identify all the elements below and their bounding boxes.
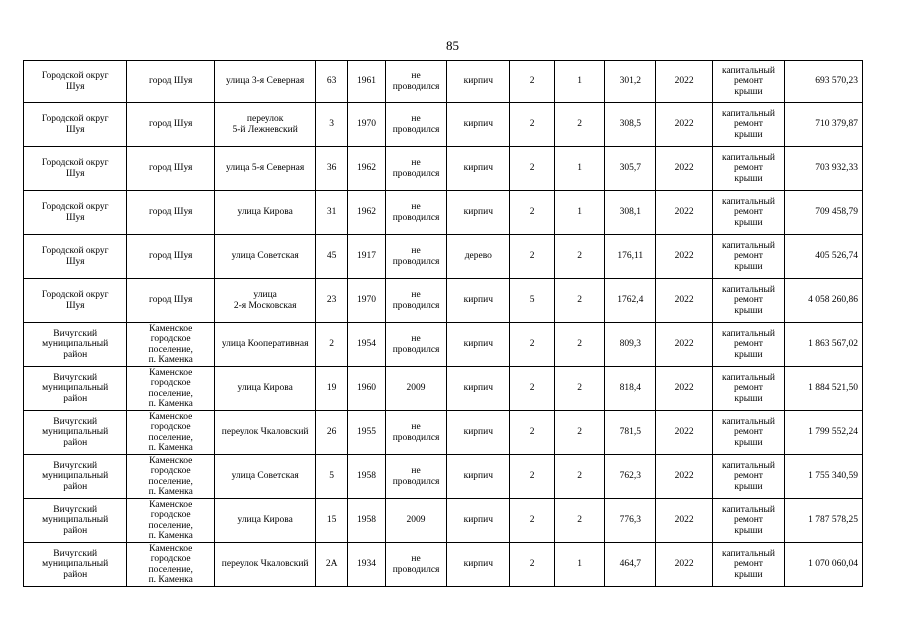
table-row — [24, 235, 863, 279]
last-repair-cell: не проводился — [385, 455, 446, 499]
cost-cell: 710 379,87 — [784, 103, 862, 147]
last-repair-cell: не проводился — [385, 61, 446, 103]
municipality-cell: Вичугский муниципальный район — [24, 455, 127, 499]
settlement-cell: город Шуя — [127, 147, 215, 191]
last-repair-cell: не проводился — [385, 147, 446, 191]
last-repair-cell: не проводился — [385, 103, 446, 147]
planned-year-cell: 2022 — [656, 61, 713, 103]
cost-cell: 709 458,79 — [784, 191, 862, 235]
street-cell: улица Советская — [215, 235, 316, 279]
area-cell: 1762,4 — [605, 279, 656, 323]
wall-material-cell: кирпич — [447, 279, 510, 323]
settlement-cell: Каменское городское поселение, п. Каменка — [127, 543, 215, 587]
floors-cell: 2 — [510, 323, 554, 367]
planned-year-cell: 2022 — [656, 543, 713, 587]
table-row — [24, 279, 863, 323]
last-repair-cell: не проводился — [385, 235, 446, 279]
wall-material-cell: кирпич — [447, 543, 510, 587]
last-repair-cell: не проводился — [385, 191, 446, 235]
house-number-cell: 2А — [316, 543, 348, 587]
floors-cell: 2 — [510, 235, 554, 279]
wall-material-cell: кирпич — [447, 61, 510, 103]
wall-material-cell: дерево — [447, 235, 510, 279]
settlement-cell: город Шуя — [127, 103, 215, 147]
house-number-cell: 5 — [316, 455, 348, 499]
entrances-cell: 2 — [554, 279, 605, 323]
year-built-cell: 1970 — [347, 279, 385, 323]
entrances-cell: 2 — [554, 455, 605, 499]
entrances-cell: 2 — [554, 103, 605, 147]
table-row — [24, 367, 863, 411]
cost-cell: 1 070 060,04 — [784, 543, 862, 587]
settlement-cell: Каменское городское поселение, п. Каменка — [127, 455, 215, 499]
last-repair-cell: не проводился — [385, 279, 446, 323]
area-cell: 305,7 — [605, 147, 656, 191]
last-repair-cell: не проводился — [385, 411, 446, 455]
cost-cell: 703 932,33 — [784, 147, 862, 191]
floors-cell: 2 — [510, 147, 554, 191]
planned-year-cell: 2022 — [656, 455, 713, 499]
table-row — [24, 103, 863, 147]
settlement-cell: Каменское городское поселение, п. Каменка — [127, 499, 215, 543]
settlement-cell: город Шуя — [127, 191, 215, 235]
last-repair-cell: не проводился — [385, 543, 446, 587]
municipality-cell: Городской округ Шуя — [24, 279, 127, 323]
planned-year-cell: 2022 — [656, 323, 713, 367]
settlement-cell: Каменское городское поселение, п. Каменка — [127, 411, 215, 455]
wall-material-cell: кирпич — [447, 191, 510, 235]
cost-cell: 693 570,23 — [784, 61, 862, 103]
entrances-cell: 1 — [554, 543, 605, 587]
floors-cell: 2 — [510, 411, 554, 455]
work-type-cell: капитальный ремонт крыши — [713, 147, 785, 191]
last-repair-cell: 2009 — [385, 499, 446, 543]
area-cell: 781,5 — [605, 411, 656, 455]
planned-year-cell: 2022 — [656, 147, 713, 191]
work-type-cell: капитальный ремонт крыши — [713, 499, 785, 543]
house-number-cell: 3 — [316, 103, 348, 147]
entrances-cell: 2 — [554, 323, 605, 367]
planned-year-cell: 2022 — [656, 235, 713, 279]
work-type-cell: капитальный ремонт крыши — [713, 543, 785, 587]
planned-year-cell: 2022 — [656, 411, 713, 455]
street-cell: улица Кирова — [215, 499, 316, 543]
settlement-cell: город Шуя — [127, 61, 215, 103]
planned-year-cell: 2022 — [656, 499, 713, 543]
area-cell: 464,7 — [605, 543, 656, 587]
house-number-cell: 2 — [316, 323, 348, 367]
cost-cell: 1 799 552,24 — [784, 411, 862, 455]
street-cell: переулок 5-й Лежневский — [215, 103, 316, 147]
work-type-cell: капитальный ремонт крыши — [713, 279, 785, 323]
area-cell: 308,5 — [605, 103, 656, 147]
wall-material-cell: кирпич — [447, 147, 510, 191]
house-number-cell: 31 — [316, 191, 348, 235]
municipality-cell: Городской округ Шуя — [24, 235, 127, 279]
cost-cell: 405 526,74 — [784, 235, 862, 279]
housing-repair-table — [23, 60, 863, 587]
house-number-cell: 15 — [316, 499, 348, 543]
municipality-cell: Городской округ Шуя — [24, 61, 127, 103]
floors-cell: 2 — [510, 455, 554, 499]
work-type-cell: капитальный ремонт крыши — [713, 61, 785, 103]
work-type-cell: капитальный ремонт крыши — [713, 191, 785, 235]
settlement-cell: Каменское городское поселение, п. Каменка — [127, 367, 215, 411]
wall-material-cell: кирпич — [447, 455, 510, 499]
year-built-cell: 1955 — [347, 411, 385, 455]
work-type-cell: капитальный ремонт крыши — [713, 367, 785, 411]
floors-cell: 5 — [510, 279, 554, 323]
table-row — [24, 543, 863, 587]
municipality-cell: Вичугский муниципальный район — [24, 543, 127, 587]
cost-cell: 1 884 521,50 — [784, 367, 862, 411]
street-cell: улица Советская — [215, 455, 316, 499]
house-number-cell: 26 — [316, 411, 348, 455]
street-cell: улица 5-я Северная — [215, 147, 316, 191]
year-built-cell: 1917 — [347, 235, 385, 279]
entrances-cell: 1 — [554, 191, 605, 235]
area-cell: 809,3 — [605, 323, 656, 367]
cost-cell: 1 863 567,02 — [784, 323, 862, 367]
municipality-cell: Вичугский муниципальный район — [24, 499, 127, 543]
last-repair-cell: не проводился — [385, 323, 446, 367]
year-built-cell: 1962 — [347, 147, 385, 191]
wall-material-cell: кирпич — [447, 323, 510, 367]
settlement-cell: Каменское городское поселение, п. Каменка — [127, 323, 215, 367]
table-row — [24, 147, 863, 191]
table-row — [24, 191, 863, 235]
area-cell: 818,4 — [605, 367, 656, 411]
street-cell: улица Кооперативная — [215, 323, 316, 367]
house-number-cell: 45 — [316, 235, 348, 279]
page-number: 85 — [446, 38, 459, 53]
municipality-cell: Вичугский муниципальный район — [24, 411, 127, 455]
area-cell: 176,11 — [605, 235, 656, 279]
house-number-cell: 36 — [316, 147, 348, 191]
house-number-cell: 23 — [316, 279, 348, 323]
floors-cell: 2 — [510, 367, 554, 411]
street-cell: улица Кирова — [215, 191, 316, 235]
street-cell: улица 2-я Московская — [215, 279, 316, 323]
cost-cell: 4 058 260,86 — [784, 279, 862, 323]
floors-cell: 2 — [510, 499, 554, 543]
street-cell: улица Кирова — [215, 367, 316, 411]
municipality-cell: Вичугский муниципальный район — [24, 367, 127, 411]
last-repair-cell: 2009 — [385, 367, 446, 411]
year-built-cell: 1960 — [347, 367, 385, 411]
year-built-cell: 1934 — [347, 543, 385, 587]
floors-cell: 2 — [510, 103, 554, 147]
wall-material-cell: кирпич — [447, 103, 510, 147]
entrances-cell: 2 — [554, 499, 605, 543]
work-type-cell: капитальный ремонт крыши — [713, 323, 785, 367]
planned-year-cell: 2022 — [656, 367, 713, 411]
area-cell: 762,3 — [605, 455, 656, 499]
table-row — [24, 411, 863, 455]
planned-year-cell: 2022 — [656, 103, 713, 147]
area-cell: 308,1 — [605, 191, 656, 235]
municipality-cell: Городской округ Шуя — [24, 103, 127, 147]
table-row — [24, 61, 863, 103]
entrances-cell: 2 — [554, 367, 605, 411]
year-built-cell: 1961 — [347, 61, 385, 103]
work-type-cell: капитальный ремонт крыши — [713, 235, 785, 279]
entrances-cell: 2 — [554, 235, 605, 279]
settlement-cell: город Шуя — [127, 279, 215, 323]
cost-cell: 1 787 578,25 — [784, 499, 862, 543]
wall-material-cell: кирпич — [447, 367, 510, 411]
work-type-cell: капитальный ремонт крыши — [713, 103, 785, 147]
house-number-cell: 19 — [316, 367, 348, 411]
area-cell: 301,2 — [605, 61, 656, 103]
street-cell: улица 3-я Северная — [215, 61, 316, 103]
planned-year-cell: 2022 — [656, 191, 713, 235]
entrances-cell: 1 — [554, 147, 605, 191]
table-row — [24, 499, 863, 543]
floors-cell: 2 — [510, 61, 554, 103]
floors-cell: 2 — [510, 191, 554, 235]
municipality-cell: Городской округ Шуя — [24, 147, 127, 191]
area-cell: 776,3 — [605, 499, 656, 543]
year-built-cell: 1962 — [347, 191, 385, 235]
table-row — [24, 323, 863, 367]
entrances-cell: 2 — [554, 411, 605, 455]
year-built-cell: 1958 — [347, 499, 385, 543]
year-built-cell: 1954 — [347, 323, 385, 367]
work-type-cell: капитальный ремонт крыши — [713, 411, 785, 455]
street-cell: переулок Чкаловский — [215, 411, 316, 455]
cost-cell: 1 755 340,59 — [784, 455, 862, 499]
street-cell: переулок Чкаловский — [215, 543, 316, 587]
table-row — [24, 455, 863, 499]
year-built-cell: 1970 — [347, 103, 385, 147]
house-number-cell: 63 — [316, 61, 348, 103]
year-built-cell: 1958 — [347, 455, 385, 499]
floors-cell: 2 — [510, 543, 554, 587]
municipality-cell: Городской округ Шуя — [24, 191, 127, 235]
municipality-cell: Вичугский муниципальный район — [24, 323, 127, 367]
entrances-cell: 1 — [554, 61, 605, 103]
work-type-cell: капитальный ремонт крыши — [713, 455, 785, 499]
planned-year-cell: 2022 — [656, 279, 713, 323]
wall-material-cell: кирпич — [447, 499, 510, 543]
settlement-cell: город Шуя — [127, 235, 215, 279]
wall-material-cell: кирпич — [447, 411, 510, 455]
